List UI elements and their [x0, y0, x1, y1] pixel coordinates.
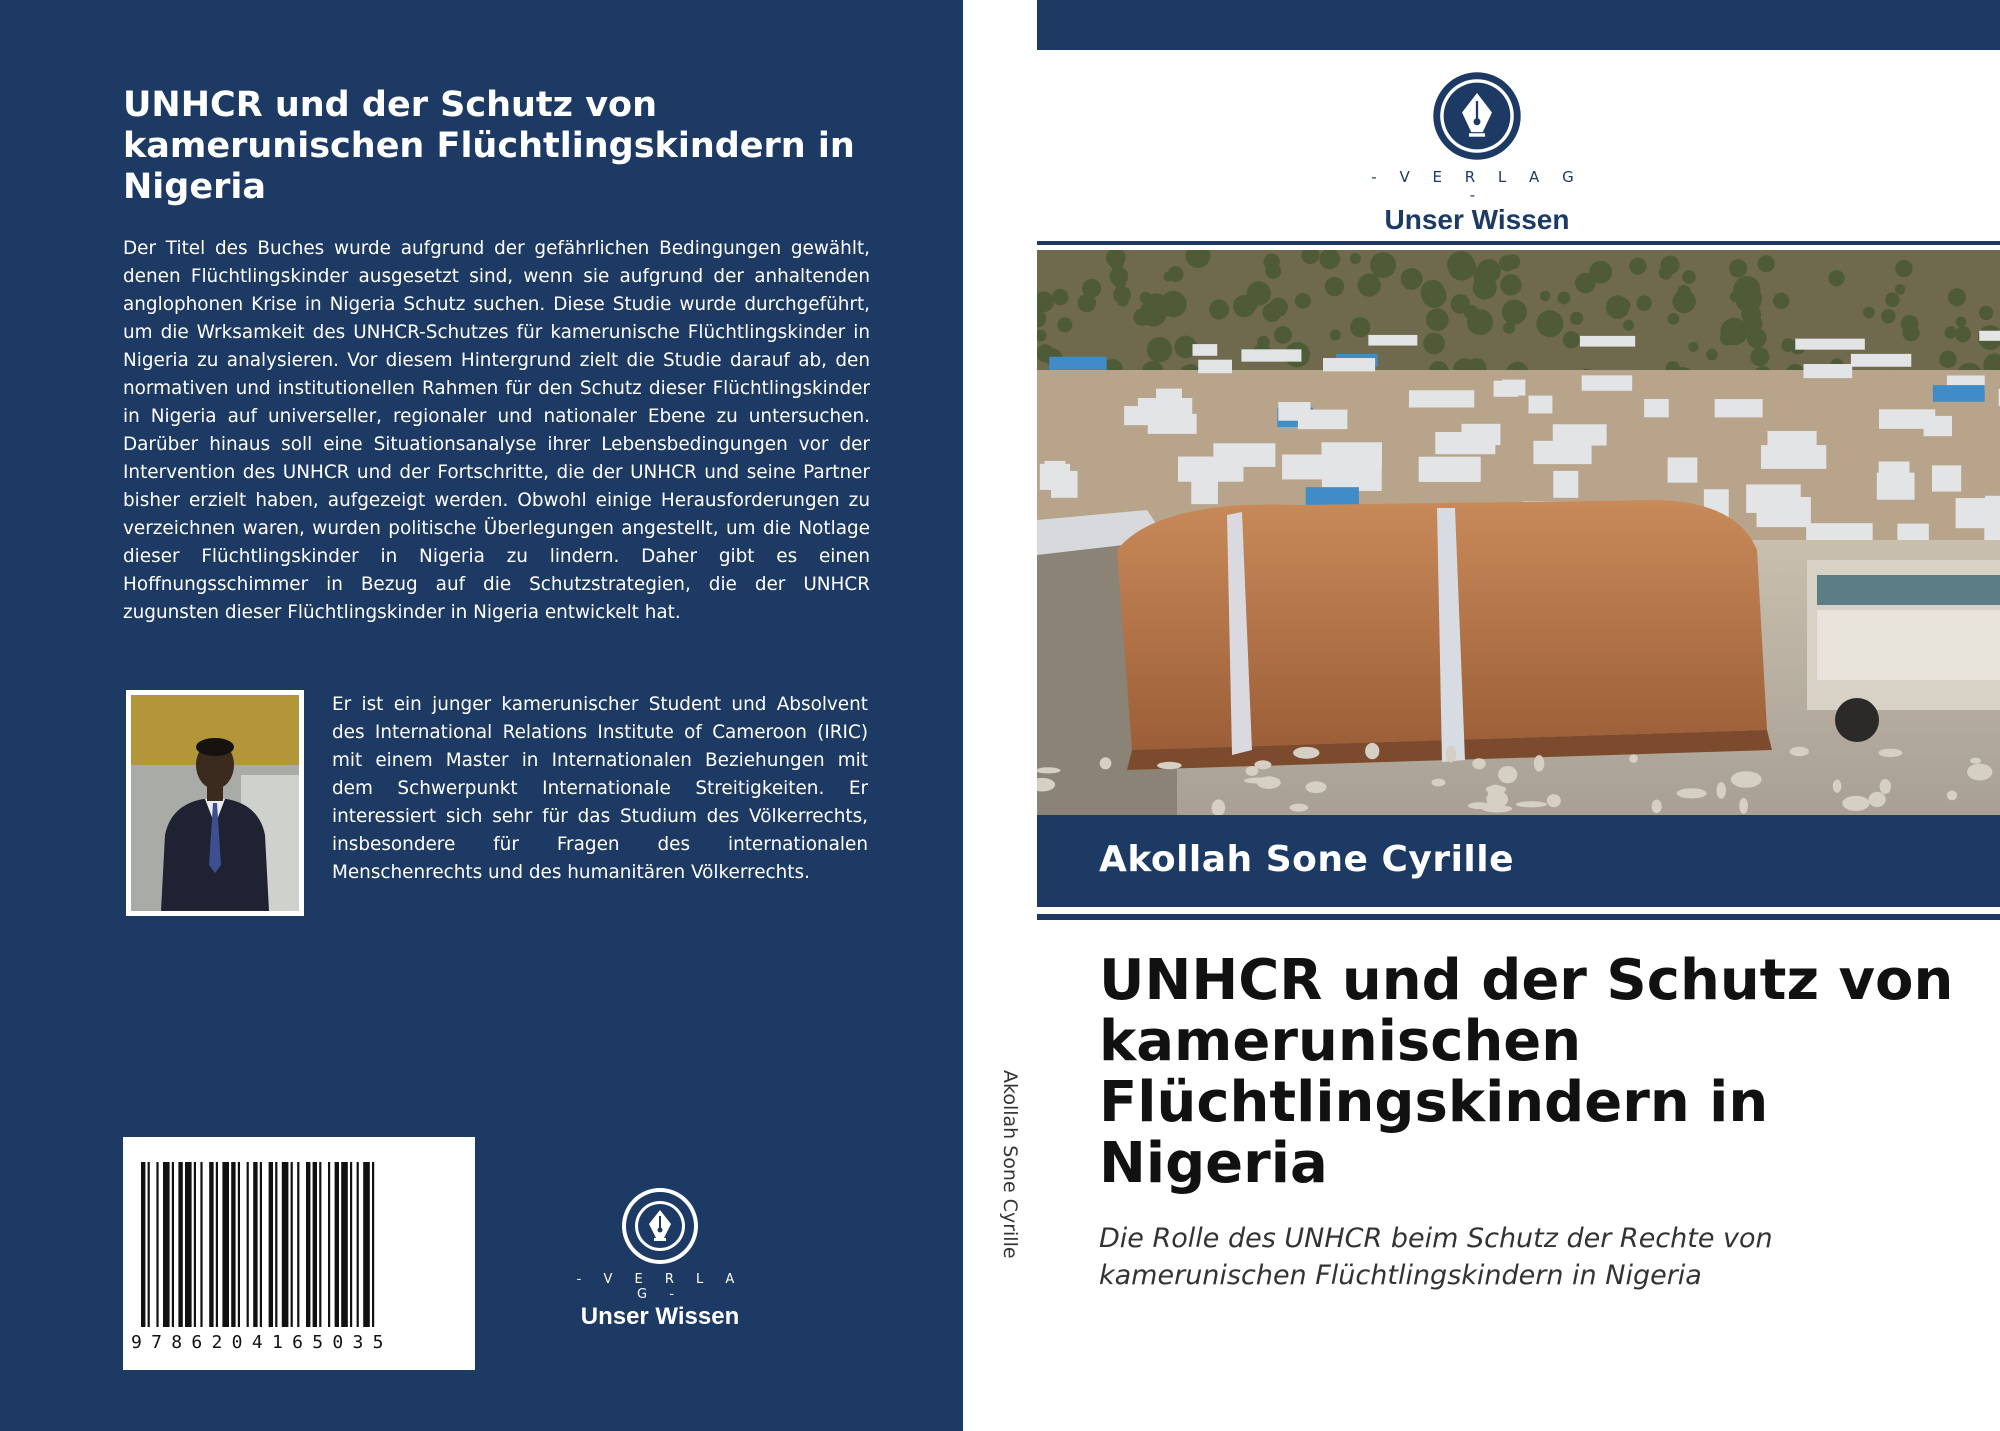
author-bio: Er ist ein junger kamerunischer Student und Absolvent des International Relations Institute of Cameroon (IRIC) mit einem Master in Internationalen Beziehungen mit dem Schwerpunkt Internationale Streitigkeiten. Er interessiert sich sehr für das Studium des Völkerrechts, insbesondere für Fragen des internationalen Menschenrechts und des humanitären Völkerrechts.	[332, 694, 868, 883]
back-publisher-logo	[570, 1186, 750, 1330]
pen-nib-logo-icon	[620, 1186, 700, 1266]
author-band	[1037, 815, 2000, 907]
back-cover	[0, 0, 963, 1431]
back-cover-title: UNHCR und der Schutz von kamerunischen Flüchtlingskindern in Nigeria	[123, 85, 855, 207]
back-cover-blurb: Der Titel des Buches wurde aufgrund der gefährlichen Bedingungen gewählt, denen Flüchtlingskinder ausgesetzt sind, wenn sie aufgrund der anhaltenden anglophonen Krise in Nigeria Schutz suchen. Diese Studie wurde durchgeführt, um die Wrksamkeit des UNHCR-Schutzes für kamerunische Flüchtlingskinder in Nigeria zu analysieren. Vor diesem Hintergrund zielt die Studie darauf ab, den normativen und institutionellen Rahmen für den Schutz dieser Flüchtlingskinder in Nigeria auf universeller, regionaler und nationaler Ebene zu untersuchen. Darüber hinaus soll eine Situationsanalyse ihrer Lebensbedingungen vor der Intervention des UNHCR und der Fortschritte, die der UNHCR und seine Partner bisher erzielt haben, aufgezeigt werden. Obwohl einige Herausforderungen zu verzeichnen waren, wurden politische Überlegungen angestellt, um die Notlage dieser Flüchtlingskinder in Nigeria zu lindern. Daher gibt es einen Hoffnungsschimmer in Bezug auf die Schutzstrategien, die der UNHCR zugunsten dieser Flüchtlingskinder in Nigeria entwickelt hat.	[123, 238, 870, 623]
front-top-bar	[1037, 0, 2000, 50]
front-logo-verlag: - V E R L A G -	[1371, 168, 1583, 204]
author-photo	[126, 690, 304, 916]
pen-nib-logo-icon	[1431, 70, 1523, 162]
isbn-digits: 9786204165035	[131, 1332, 393, 1353]
barcode	[123, 1137, 475, 1370]
band-rule	[1037, 914, 2000, 920]
spine	[963, 0, 1037, 1431]
author-portrait-icon	[131, 695, 299, 911]
front-cover	[1037, 0, 2000, 1431]
photo-top-rule	[1037, 241, 2000, 245]
back-logo-name: Unser Wissen	[580, 1303, 740, 1330]
back-logo-verlag: - V E R L A G -	[576, 1272, 744, 1302]
front-logo-name: Unser Wissen	[1384, 204, 1570, 235]
spine-author: Akollah Sone Cyrille	[999, 1070, 1021, 1259]
front-subtitle: Die Rolle des UNHCR beim Schutz der Rechte von kamerunischen Flüchtlingskindern in Nigeria	[1099, 1223, 1773, 1291]
barcode-icon	[123, 1137, 475, 1332]
refugee-camp-photo	[1037, 250, 2000, 815]
front-publisher-logo	[1367, 70, 1587, 235]
front-title: UNHCR und der Schutz von kamerunischen Flüchtlingskindern in Nigeria	[1099, 948, 1954, 1196]
front-author: Akollah Sone Cyrille	[1099, 839, 1515, 880]
cover-photo	[1037, 250, 2000, 815]
